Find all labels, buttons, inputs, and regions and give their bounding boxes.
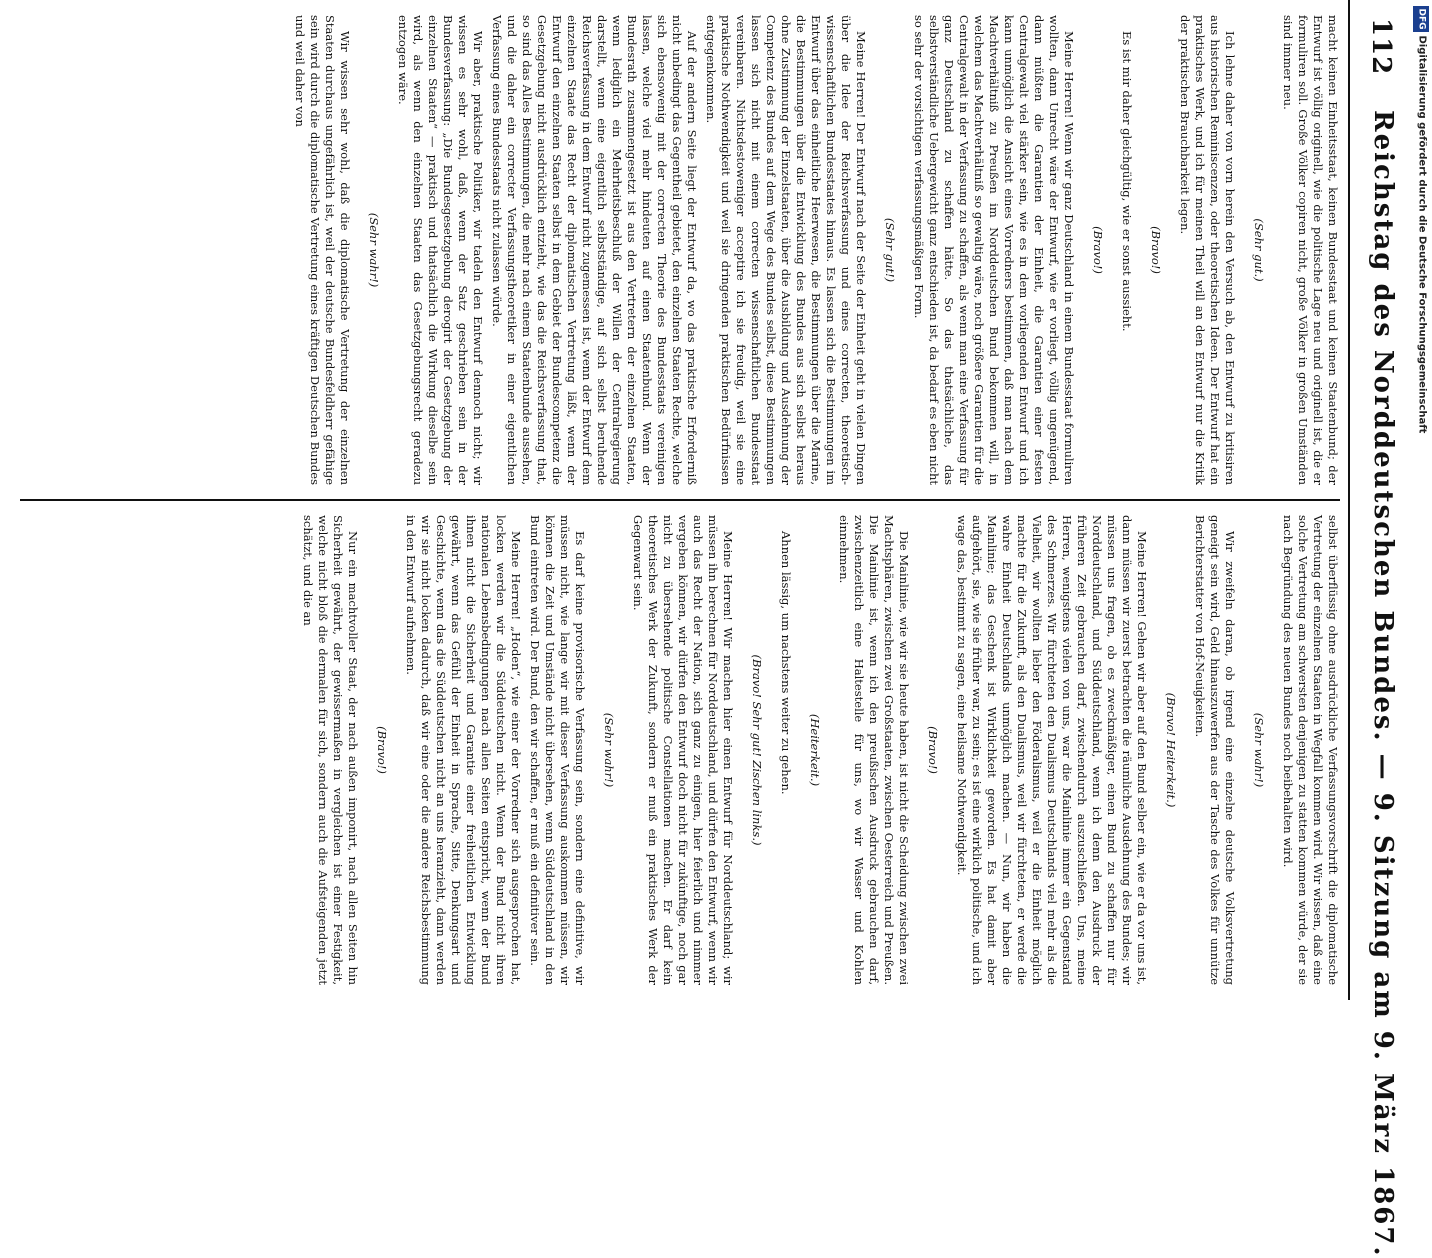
interjection: (Sehr wahr!) [602,712,616,788]
page-title [1368,110,1398,1258]
dfg-logo [1413,6,1429,32]
paragraph: Meine Herren! Wenn wir ganz Deutschland in einem Bundesstaat formuliren wollten, dann Unrecht wäre der Entwurf, wie er vorliegt, völlig ungenügend, dann müßten die Garantien der Einheit, die Garantien einer festen Centralgewalt viel stärker sein, wie es in dem vorliegenden Entwurf und ich kann unmöglich die Ansicht eines Vorredners bestimmen, daß man nach dem Machtverhältniß zu Preußen im Norddeutschen Bund bekommen will, in welchem das Machtverhältniß so gewaltig wäre, noch größere Garantien für die Centralgewalt in der Verfassung zu schaffen, als wenn man eine Verfassung für ganz Deutschland zu schaffen hätte. So das thatsächliche, das selbstverständliche Uebergewicht ganz entschieden ist, da bedarf es eben nicht so sehr der vorsichtigen verfassungsmäßigen Form. [912,15,1076,485]
paragraph: Auf der andern Seite liegt der Entwurf da, wo das praktische Erforderniß nicht unbedingt das Gegentheil gebietet, den einzelnen Staaten Rechte, welche sich ebensowenig mit der correcten Theorie des Bundesstaats vereinigen lassen, welche viel mehr hindeuten auf einen Staatenbund. Wenn der Bundesrath zusammengesetzt ist aus den Vertretern der einzelnen Staaten, wenn lediglich ein Mehrheitsbeschluß der Willen der Centralregierung darstellt, wenn eine eigentlich selbstständige, auf sich selbst beruhende Reichsverfassung in dem Entwurf nicht zugemessen ist, wenn der Entwurf dem einzelnen Staate das Recht der diplomatischen Vertretung läßt, wenn der Entwurf den einzelnen Staaten selbst in dem Gebiet der Bundescompetenz die Gesetzgebung nicht ausdrücklich entzieht, wie das die Reichsverfassung that, so sind das Alles Bestimmungen, die mehr nach einem Staatenbunde aussehen, und die daher ein correcter Verfassungstheoretiker in einer eigentlichen Verfassung eines Bundesstaats nicht zulassen würde. [490,15,699,485]
paragraph: Es darf keine provisorische Verfassung sein, sondern eine definitive, wir müssen nicht, wie lange wir mit dieser Verfassung auskommen müssen, wir können die Zeit und Umstände nicht übersehen, wenn Süddeutschland in den Bund eintreten wird. Der Bund, den wir schaffen, er muß ein definitiver sein. [528,515,587,985]
title-right: 9. Sitzung am 9. März 1867. [1368,792,1398,1258]
interjection: (Bravo!) [926,726,940,774]
left-column [288,15,1340,485]
paragraph: Meine Herren! Wir machen hier einen Entwurf für Norddeutschland; wir müssen ihn berechnen für Norddeutschland, und dürfen den Entwurf, wenn wir auch das Recht der Nation, sich ganz zu einigen, hier feierlich und nimmer vergeben können, wir dürfen den Entwurf doch nicht für zukünftige, noch gar nicht zu übersehende politische Constellationen machen. Er darf kein theoretisches Werk der Zukunft, sondern er muß ein praktisches Werk der Gegenwart sein. [631,515,735,985]
right-column [296,515,1340,985]
interjection: (Bravo! Heiterkeit.) [1164,692,1178,808]
dfg-stamp [1410,0,1432,1000]
paragraph: Meine Herren! „Hoden“, wie einer der Vorredner sich ausgesprochen hat, locken werden wir die Süddeutschen nicht. Wenn der Bund nicht ihren nationalen Lebensbedingungen nach allen Seiten entspricht, wenn der Bund ihnen nicht die Sicherheit und Garantie einer freiheitlichen Entwicklung gewährt, wenn das Gefühl der Einheit in Sprache, Sitte, Denkungsart und Geschichte, wenn das die Süddeutschen nicht an uns heranzieht, dann werden wir sie nicht locken dadurch, daß wir eine oder die andere Reichsbestimmung in den Entwurf aufnehmen. [404,515,523,985]
interjection: (Bravo!) [375,726,389,774]
paragraph: Wir aber, praktische Politiker, wir tadeln den Entwurf dennoch nicht; wir wissen es sehr wohl, daß, wenn der Satz geschrieben sein in der Bundesverfassung: „Die Bundesgesetzgebung derogirt der Gesetzgebung der einzelnen Staaten“ — praktisch und thatsächlich die Wirkung dieselbe sein wird, als wenn den einzelnen Staaten das Gesetzgebungsrecht geradezu entzogen wäre. [396,15,485,485]
interjection: (Bravo!) [1149,226,1163,274]
interjection: (Sehr gut.) [1252,218,1266,282]
interjection: (Sehr wahr!) [367,212,381,288]
page-number: 112 [1366,18,1396,76]
interjection: (Sehr wahr!) [1252,712,1266,788]
paragraph: Meine Herren! Gehen wir aber auf den Bund selber ein, wie er da vor uns ist, dann müssen wir zuerst betrachten die räumliche Ausdehnung des Bundes; wir müssen uns fragen, ob es zweckmäßiger, einen Bund zu schaffen nur für Norddeutschland, und Süddeutschland, wenn ich denn den Ausdruck der früheren Zeit gebrauchen darf, zwischendurch auszuschließen. Uns, meine Herren, wenigstens vielen von uns, war die Mainlinie immer ein Gegenstand des Schmerzes. Wir fürchteten den Dualismus Deutschlands viel mehr als die Vielheit, wir wollten lieber den Föderalismus, weil er die Einheit möglich machte für die Zukunft, als den Dualismus, weil wir fürchteten, er werde die wahre Einheit Deutschlands unmöglich machen. — Nun, wir haben die Mainlinie; das Geschenk ist Wirklichkeit geworden. Es hat damit aber aufgehört, sie, wie sie früher war, zu sein; es ist eine wirklich politische, und ich wage das, bestimmt zu sagen, eine heilsame Nothwendigkeit. [955,515,1149,985]
title-separator: — [1368,753,1398,782]
interjection: (Bravo! Sehr gut! Zischen links.) [750,654,764,846]
interjection: (Sehr gut!) [883,217,897,283]
paragraph: Die Mainlinie, wie wir sie heute haben, ist nicht die Scheidung zwischen zwei Machtsphären, zwischen zwei Großstaaten, zwischen Oesterreich und Preußen. Die Mainlinie ist, wenn ich den preußischen Ausdruck gebrauchen darf, zwischenzeitlich eine Haltestelle für uns, wo wir Wasser und Kohlen einnehmen. [837,515,911,985]
paragraph: Es ist mir daher gleichgültig, wie er sonst aussieht. [1120,31,1134,332]
paragraph: Ich lehne daher von vorn herein den Versuch ab, den Entwurf zu kritisiren aus historischen Reminiscenzen, oder theoretischen Ideen. Der Entwurf hat ein praktisches Werk, und ich für meinen Theil will an den Entwurf nur die Kritik der praktischen Brauchbarkeit legen. [1178,15,1237,485]
paragraph: Ahnen lässig, um nachstens weiter zu gehen. [779,531,793,795]
interjection: (Bravo!) [1091,226,1105,274]
paragraph: Wir wissen sehr wohl, daß die diplomatische Vertretung der einzelnen Staaten durchaus ungefährlich ist, weil der deutsche Bundesfeldherr gefähige sein wird durch die diplomatische Vertretung eines kräftigen Deutschen Bundes und weil daher von [293,15,352,485]
dfg-credit-text: Digitalisierung gefördert durch die Deutsche Forschungsgemeinschaft [1416,35,1428,434]
paragraph: Meine Herren! Der Entwurf nach der Seite der Einheit geht in vielen Dingen über die Idee der Reichsverfassung und eines correcten, theoretisch-wissenschaftlichen Bundesstaates hinaus. Es lassen sich die Bestimmungen im Entwurf über das einheitliche Heerwesen, die Bestimmungen über die Marine, die Bestimmungen über die Entwicklung des Bundes aus sich selbst heraus ohne Zustimmung der Einzelstaaten, über die Ausbildung und Ausdehnung der Competenz des Bundes auf dem Wege des Bundes selbst, diese Bestimmungen lassen sich nicht mit einem correcten wissenschaftlichen Bundesstaat vereinbaren. Nichtsdestoweniger acceptire ich sie freudig, weil sie eine praktische Nothwendigkeit und weil sie dringenden praktischen Bedürfnissen entgegenkommen. [704,15,868,485]
column-divider [20,499,1340,501]
paragraph: macht keinen Einheitsstaat, keinen Bundesstaat und keinen Staatenbund; der Entwurf ist völlig originell, wie die politische Lage neu und originell ist, die er formuliren soll. Große Völker copiren nicht, große Völker in großen Umständen sind immer neu. [1281,15,1340,485]
paragraph: Nur ein machtvoller Staat, der nach außen imponirt, nach allen Seiten hin Sicherheit gewährt, der gewissermaßen in vergleichen ist einer Festigkeit, welche nicht bloß die dermalen für sich, sondern auch die Aufsteigenden jetzt schätzt, und die an [301,515,360,985]
page-header [1348,0,1410,1258]
interjection: (Heiterkeit.) [808,713,822,787]
dfg-logo-text: DFG [1416,8,1427,30]
paragraph: selbst überflüssig ohne ausdrückliche Verfassungsvorschrift die diplomatische Vertretung der einzelnen Staaten in Wegfall kommen wird. Wir wissen, daß eine solche Vertretung am schwersten denjenigen zu statten kommen würde, der sie nach Begründung des neuen Bundes noch beibehalten wird. [1281,515,1340,985]
paragraph: Wir zweifeln daran, ob irgend eine einzelne deutsche Volksvertretung geneigt sein wird, Geld hinauszuwerfen aus der Tasche des Volkes für unnütze Berichterstatter von Hof-Neuigkeiten. [1193,515,1237,985]
title-left: Reichstag des Norddeutschen Bundes. [1368,110,1398,743]
